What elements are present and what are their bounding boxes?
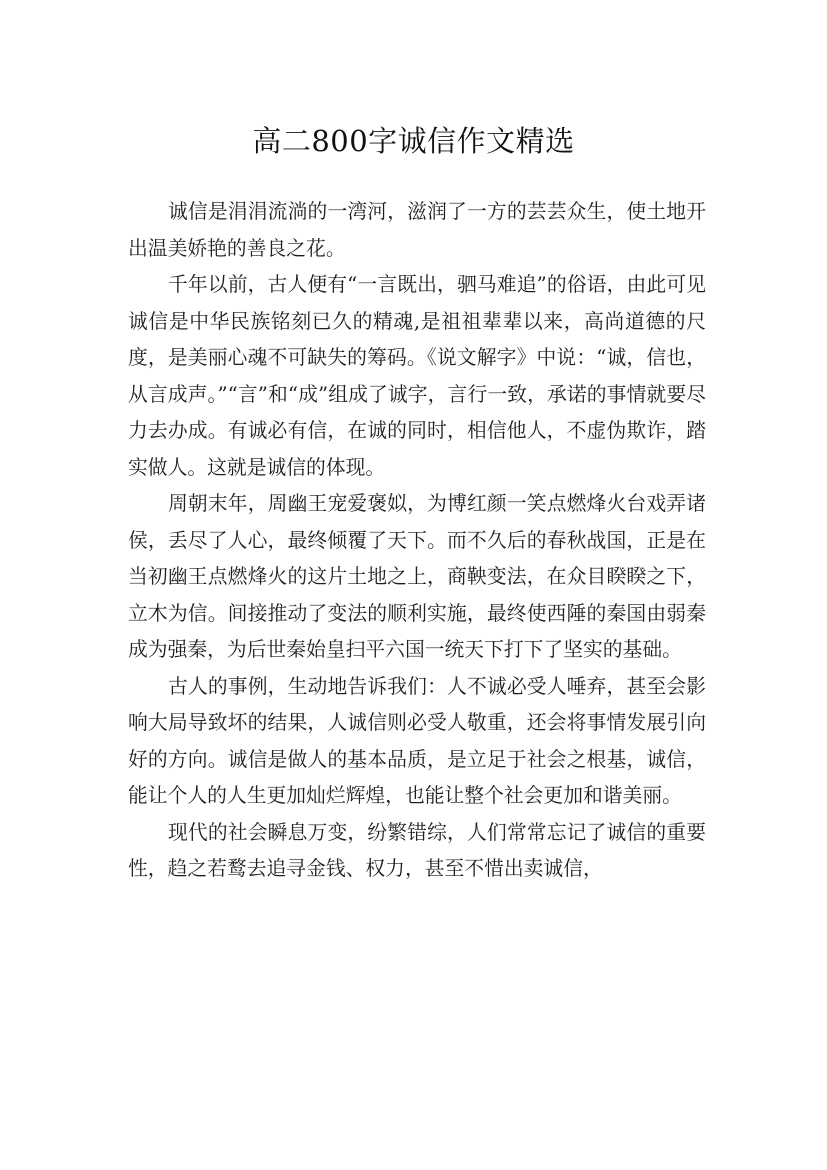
document-body	[128, 194, 706, 888]
paragraph-1: 诚信是涓涓流淌的一湾河，滋润了一方的芸芸众生，使土地开出温美娇艳的善良之花。	[128, 200, 706, 260]
document-title: 高二800字诚信作文精选	[252, 124, 575, 159]
paragraph-2: 千年以前，古人便有“一言既出，驷马难追”的俗语，由此可见诚信是中华民族铭刻已久的精魂,是祖祖辈辈以来，高尚道德的尺度，是美丽心魂不可缺失的筹码。《说文解字》中说：“诚，信也，从言成声。”“言”和“成”组成了诚字，言行一致，承诺的事情就要尽力去办成。有诚必有信，在诚的同时，相信他人，不虚伪欺诈，踏实做人。这就是诚信的体现。	[128, 273, 706, 479]
paragraph-5: 现代的社会瞬息万变，纷繁错综，人们常常忘记了诚信的重要性，趋之若鹜去追寻金钱、权力，甚至不惜出卖诚信，	[128, 820, 706, 880]
paragraph-4: 古人的事例，生动地告诉我们：人不诚必受人唾弃，甚至会影响大局导致坏的结果，人诚信则必受人敬重，还会将事情发展引向好的方向。诚信是做人的基本品质，是立足于社会之根基，诚信，能让个人的人生更加灿烂辉煌，也能让整个社会更加和谐美丽。	[128, 674, 706, 807]
paragraph-3: 周朝末年，周幽王宠爱褒姒，为博红颜一笑点燃烽火台戏弄诸侯，丢尽了人心，最终倾覆了天下。而不久后的春秋战国，正是在当初幽王点燃烽火的这片土地之上，商鞅变法，在众目睽睽之下，立木为信。间接推动了变法的顺利实施，最终使西陲的秦国由弱秦成为强秦，为后世秦始皇扫平六国一统天下打下了坚实的基础。	[128, 492, 706, 661]
